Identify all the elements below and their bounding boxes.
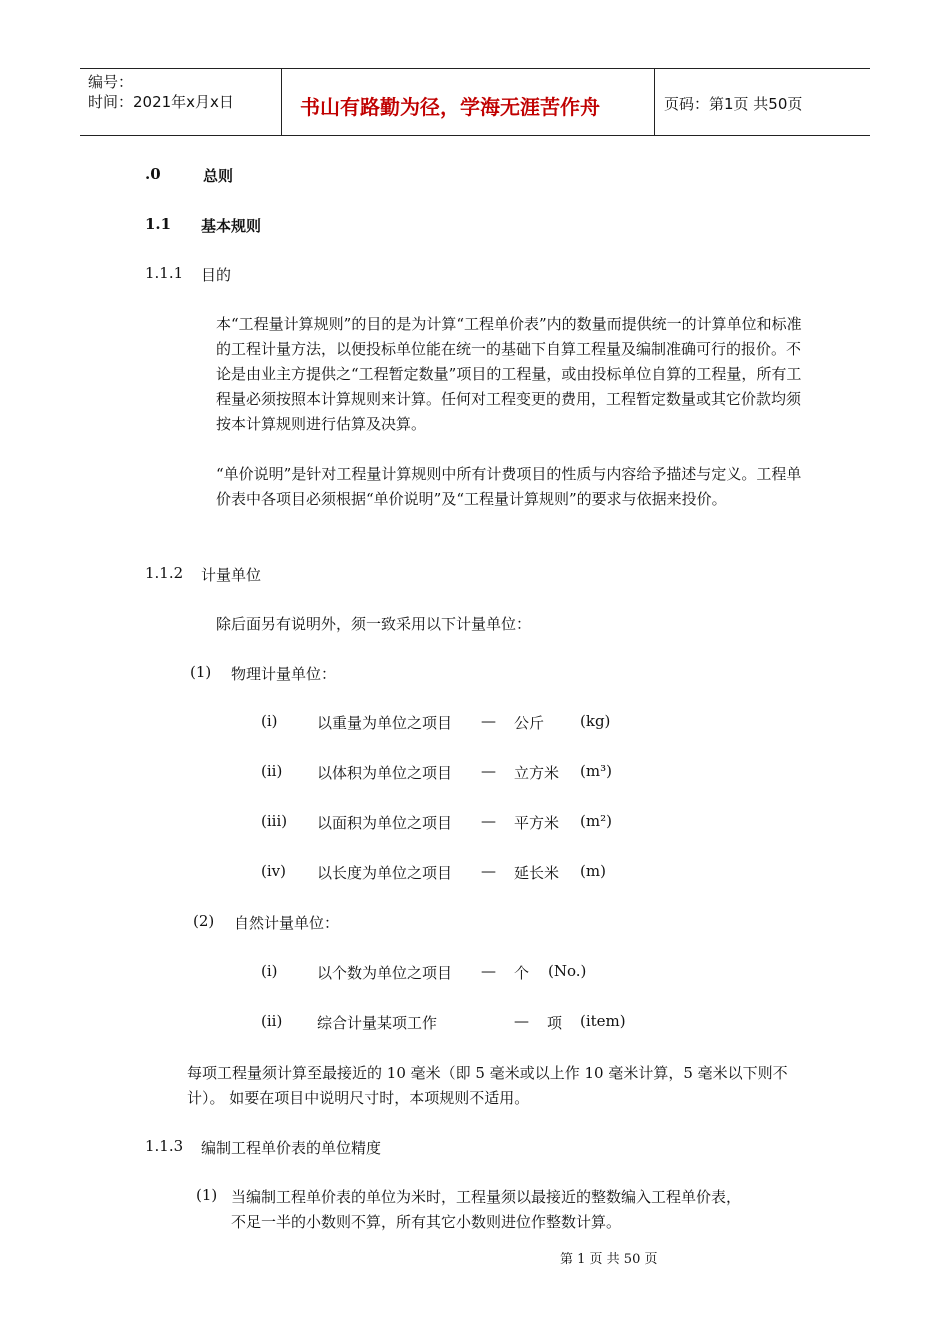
- item-unit: 平方米: [514, 814, 560, 832]
- header-divider: [281, 69, 282, 136]
- item-dash: —: [481, 762, 496, 780]
- item-description: 综合计量某项工作: [317, 1014, 438, 1032]
- list-label: (2): [193, 912, 215, 930]
- page-footer: 第 1 页 共 50 页: [560, 1252, 658, 1267]
- header-page-info: 页码：第1页 共50页: [664, 95, 803, 113]
- paragraph-unit-price-notes: “单价说明”是针对工程量计算规则中所有计费项目的性质与内容给予描述与定义。工程单价表中各项目必须根据“单价说明”及“工程量计算规则”的要求与依据来投价。: [216, 465, 802, 508]
- subsection-title: 编制工程单价表的单位精度: [201, 1139, 382, 1157]
- item-index: (iii): [261, 812, 288, 830]
- subsection-number: 1.1.1: [145, 264, 184, 282]
- subsection-title: 计量单位: [201, 566, 262, 584]
- item-dash: —: [481, 712, 496, 730]
- header-motto: 书山有路勤为径，学海无涯苦作舟: [300, 95, 600, 119]
- item-description: 以体积为单位之项目: [317, 764, 453, 782]
- paragraph-purpose: 本“工程量计算规则”的目的是为计算“工程单价表”内的数量而提供统一的计算单位和标准的工程计量方法，以便投标单位能在统一的基础下自算工程量及编制准确可行的报价。不论是由业主方提供之“工程暂定数量”项目的工程量，或由投标单位自算的工程量，所有工程量必须按照本计算规则来计算。任何对工程变更的费用，工程暂定数量或其它价款均须按本计算规则进行估算及决算。: [216, 315, 802, 433]
- list-label: (1): [190, 663, 212, 681]
- item-symbol: (m²): [580, 812, 612, 830]
- section-number: .0: [145, 165, 161, 183]
- list-title: 自然计量单位：: [234, 914, 340, 932]
- item-unit: 公斤: [514, 714, 545, 732]
- item-index: (i): [261, 712, 278, 730]
- item-index: (ii): [261, 762, 283, 780]
- doc-code-label: 编号：: [88, 73, 134, 91]
- paragraph-units-intro: 除后面另有说明外，须一致采用以下计量单位：: [216, 615, 532, 633]
- item-index: (iv): [261, 862, 286, 880]
- item-unit: 延长米: [514, 864, 560, 882]
- subsection-number: 1.1.2: [145, 564, 184, 582]
- item-description: 以长度为单位之项目: [317, 864, 453, 882]
- item-dash: —: [481, 862, 496, 880]
- item-index: (ii): [261, 1012, 283, 1030]
- section-title: 基本规则: [201, 217, 262, 235]
- header-divider: [654, 69, 655, 136]
- item-dash: —: [514, 1012, 529, 1030]
- item-description: 以个数为单位之项目: [317, 964, 453, 982]
- item-symbol: (No.): [548, 962, 587, 980]
- list-item-text: 当编制工程单价表的单位为米时，工程量须以最接近的整数编入工程单价表，: [231, 1188, 742, 1206]
- section-title: 总则: [203, 167, 234, 185]
- item-unit: 立方米: [514, 764, 560, 782]
- doc-time-label: 时间：2021年x月x日: [88, 93, 234, 111]
- list-label: (1): [196, 1186, 218, 1204]
- item-symbol: (m): [580, 862, 606, 880]
- item-symbol: (m³): [580, 762, 612, 780]
- subsection-number: 1.1.3: [145, 1137, 184, 1155]
- item-unit: 项: [547, 1014, 563, 1032]
- item-symbol: (item): [580, 1012, 626, 1030]
- item-symbol: (kg): [580, 712, 611, 730]
- item-description: 以重量为单位之项目: [317, 714, 453, 732]
- subsection-title: 目的: [201, 266, 232, 284]
- item-dash: —: [481, 812, 496, 830]
- item-index: (i): [261, 962, 278, 980]
- section-number: 1.1: [145, 215, 172, 233]
- paragraph-precision: 每项工程量须计算至最接近的 10 毫米（即 5 毫米或以上作 10 毫米计算，5 毫米以下则不计）。 如要在项目中说明尺寸时，本项规则不适用。: [187, 1064, 788, 1107]
- item-description: 以面积为单位之项目: [317, 814, 453, 832]
- item-dash: —: [481, 962, 496, 980]
- list-title: 物理计量单位：: [231, 665, 337, 683]
- item-unit: 个: [514, 964, 530, 982]
- list-item-text: 不足一半的小数则不算，所有其它小数则进位作整数计算。: [231, 1213, 622, 1231]
